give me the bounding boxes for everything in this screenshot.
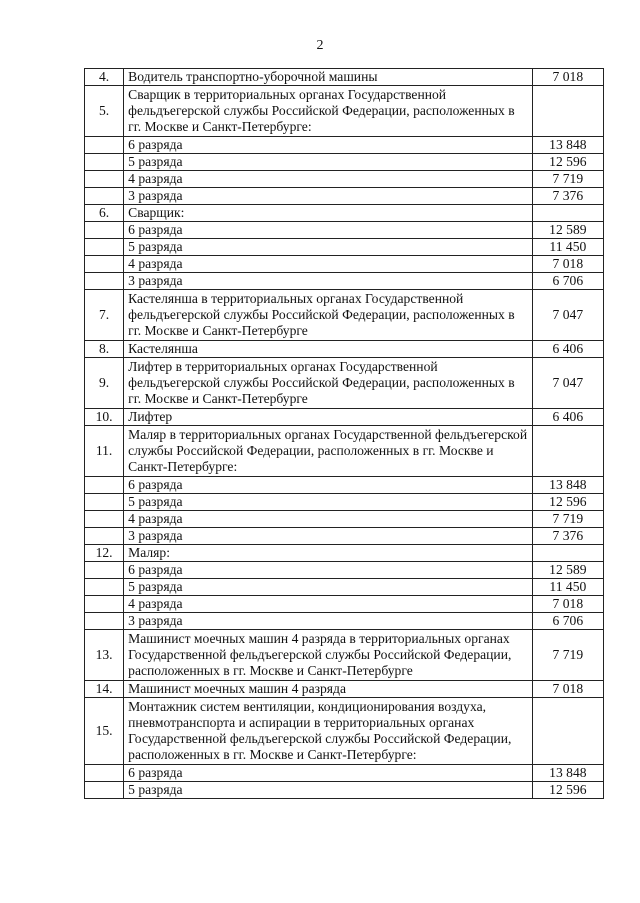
table-row — [85, 358, 604, 409]
salary-value: 7 018 — [532, 69, 603, 86]
row-number: 14. — [85, 681, 124, 698]
salary-value: 11 450 — [532, 579, 603, 596]
table-row — [85, 426, 604, 477]
salary-value: 12 596 — [532, 154, 603, 171]
salary-value: 13 848 — [532, 137, 603, 154]
position-name: 4 разряда — [124, 511, 533, 528]
position-name: Маляр в территориальных органах Государственной фельдъегерской службы Российской Федерации, расположенных в гг. Москве и Санкт-Петербурге: — [124, 426, 533, 477]
position-name: 3 разряда — [124, 188, 533, 205]
position-name: 5 разряда — [124, 782, 533, 799]
position-name: Кастелянша в территориальных органах Государственной фельдъегерской службы Российской Федерации, расположенных в гг. Москве и Санкт-Петербурге — [124, 290, 533, 341]
salary-value: 7 018 — [532, 681, 603, 698]
salary-value: 12 589 — [532, 562, 603, 579]
row-number: 13. — [85, 630, 124, 681]
position-name: 4 разряда — [124, 596, 533, 613]
position-name: Водитель транспортно-уборочной машины — [124, 69, 533, 86]
salary-value: 7 719 — [532, 511, 603, 528]
row-number: 10. — [85, 409, 124, 426]
position-name: Машинист моечных машин 4 разряда в территориальных органах Государственной фельдъегерской службы Российской Федерации, расположенных в гг. Москве и Санкт-Петербурге — [124, 630, 533, 681]
position-name: 6 разряда — [124, 222, 533, 239]
table-row — [85, 409, 604, 426]
table-row — [85, 494, 604, 511]
position-name: Сварщик в территориальных органах Государственной фельдъегерской службы Российской Федерации, расположенных в гг. Москве и Санкт-Петербурге: — [124, 86, 533, 137]
row-number — [85, 137, 124, 154]
row-number — [85, 511, 124, 528]
table-row — [85, 765, 604, 782]
position-name: Сварщик: — [124, 205, 533, 222]
table-row — [85, 477, 604, 494]
position-name: 4 разряда — [124, 171, 533, 188]
salary-value: 6 706 — [532, 273, 603, 290]
table-row — [85, 562, 604, 579]
salary-value: 12 596 — [532, 494, 603, 511]
position-name: Лифтер — [124, 409, 533, 426]
salary-value: 7 719 — [532, 171, 603, 188]
row-number — [85, 273, 124, 290]
table-row — [85, 273, 604, 290]
table-row — [85, 154, 604, 171]
table-row — [85, 205, 604, 222]
row-number — [85, 222, 124, 239]
salary-value: 6 406 — [532, 341, 603, 358]
salary-value: 7 376 — [532, 188, 603, 205]
position-name: 5 разряда — [124, 239, 533, 256]
row-number: 4. — [85, 69, 124, 86]
table-row — [85, 256, 604, 273]
row-number — [85, 171, 124, 188]
salary-value: 6 406 — [532, 409, 603, 426]
row-number — [85, 765, 124, 782]
position-name: 5 разряда — [124, 579, 533, 596]
row-number — [85, 562, 124, 579]
table-row — [85, 290, 604, 341]
table-row — [85, 222, 604, 239]
salary-value: 7 376 — [532, 528, 603, 545]
table-row — [85, 782, 604, 799]
table-row — [85, 630, 604, 681]
table-row — [85, 69, 604, 86]
position-name: 3 разряда — [124, 528, 533, 545]
row-number: 12. — [85, 545, 124, 562]
row-number: 5. — [85, 86, 124, 137]
table-row — [85, 528, 604, 545]
row-number — [85, 528, 124, 545]
position-name: 3 разряда — [124, 613, 533, 630]
position-name: 6 разряда — [124, 477, 533, 494]
row-number: 9. — [85, 358, 124, 409]
position-name: Лифтер в территориальных органах Государственной фельдъегерской службы Российской Федерации, расположенных в гг. Москве и Санкт-Петербурге — [124, 358, 533, 409]
table-row — [85, 86, 604, 137]
salary-value — [532, 86, 603, 137]
salary-value: 13 848 — [532, 477, 603, 494]
row-number — [85, 782, 124, 799]
position-name: 3 разряда — [124, 273, 533, 290]
position-name: Кастелянша — [124, 341, 533, 358]
row-number — [85, 188, 124, 205]
row-number: 11. — [85, 426, 124, 477]
salary-value — [532, 426, 603, 477]
table-row — [85, 188, 604, 205]
table-row — [85, 511, 604, 528]
table-row — [85, 596, 604, 613]
table-row — [85, 239, 604, 256]
position-name: 5 разряда — [124, 154, 533, 171]
row-number — [85, 239, 124, 256]
salary-table — [84, 68, 604, 799]
table-row — [85, 698, 604, 765]
salary-value: 6 706 — [532, 613, 603, 630]
table-row — [85, 171, 604, 188]
salary-value: 7 018 — [532, 256, 603, 273]
salary-value: 12 589 — [532, 222, 603, 239]
position-name: 6 разряда — [124, 562, 533, 579]
table-row — [85, 579, 604, 596]
salary-value: 7 719 — [532, 630, 603, 681]
salary-value: 13 848 — [532, 765, 603, 782]
salary-value: 12 596 — [532, 782, 603, 799]
row-number: 7. — [85, 290, 124, 341]
position-name: Маляр: — [124, 545, 533, 562]
table-row — [85, 681, 604, 698]
row-number — [85, 154, 124, 171]
row-number — [85, 613, 124, 630]
table-row — [85, 545, 604, 562]
salary-value: 7 047 — [532, 290, 603, 341]
row-number — [85, 494, 124, 511]
salary-value: 7 018 — [532, 596, 603, 613]
salary-value — [532, 698, 603, 765]
position-name: Машинист моечных машин 4 разряда — [124, 681, 533, 698]
position-name: 6 разряда — [124, 137, 533, 154]
table-row — [85, 137, 604, 154]
salary-value — [532, 545, 603, 562]
position-name: Монтажник систем вентиляции, кондиционирования воздуха, пневмотранспорта и аспирации в территориальных органах Государственной фельдъегерской службы Российской Федерации, расположенных в гг. Москве и Санкт-Петербурге: — [124, 698, 533, 765]
row-number — [85, 477, 124, 494]
salary-value: 11 450 — [532, 239, 603, 256]
table-row — [85, 341, 604, 358]
row-number — [85, 596, 124, 613]
position-name: 4 разряда — [124, 256, 533, 273]
row-number: 6. — [85, 205, 124, 222]
salary-value: 7 047 — [532, 358, 603, 409]
row-number: 8. — [85, 341, 124, 358]
position-name: 6 разряда — [124, 765, 533, 782]
page-number: 2 — [316, 38, 324, 53]
salary-value — [532, 205, 603, 222]
table-row — [85, 613, 604, 630]
table-body — [85, 69, 604, 799]
position-name: 5 разряда — [124, 494, 533, 511]
row-number: 15. — [85, 698, 124, 765]
row-number — [85, 579, 124, 596]
row-number — [85, 256, 124, 273]
